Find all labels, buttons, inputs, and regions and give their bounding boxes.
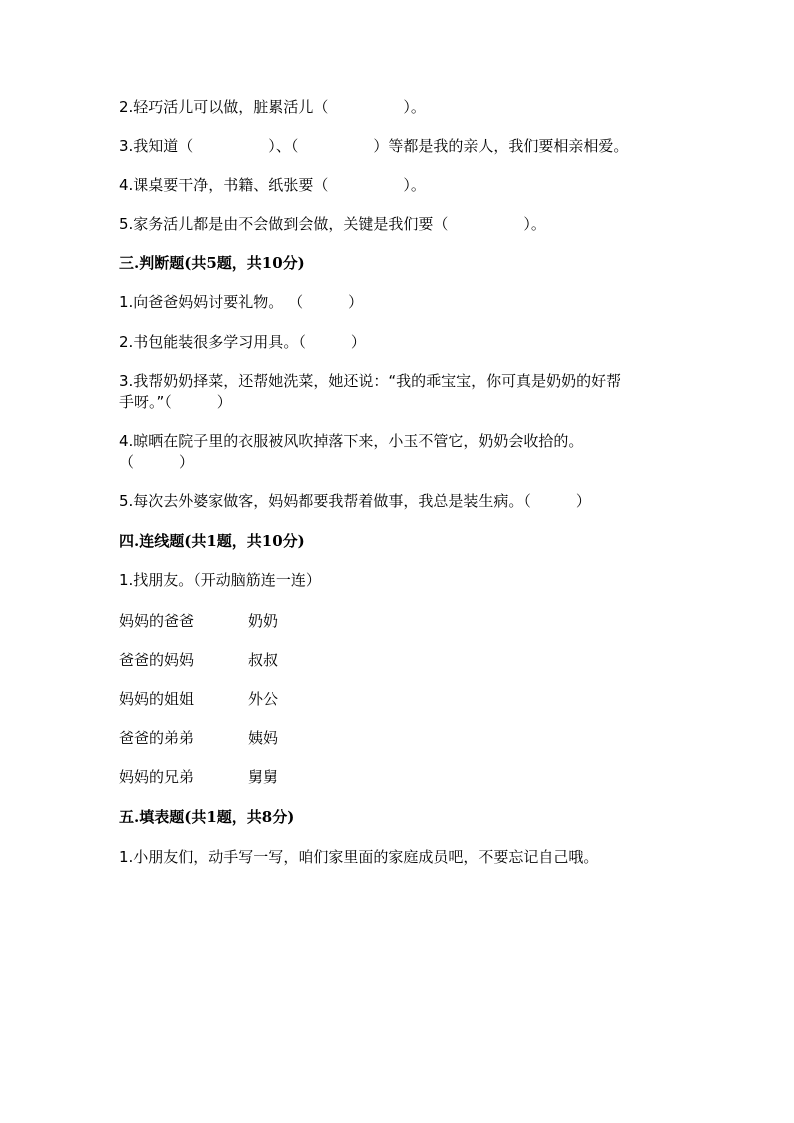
match-left-item[interactable]: 妈妈的兄弟 bbox=[119, 768, 195, 786]
fill-question-5: 5.家务活儿都是由不会做到会做，关键是我们要（ ）。 bbox=[119, 215, 546, 233]
match-section-heading: 四.连线题(共1题，共10分) bbox=[119, 532, 305, 550]
judge-question-4-line-2: （ ） bbox=[119, 453, 195, 471]
match-right-item[interactable]: 姨妈 bbox=[248, 729, 279, 747]
table-question-1: 1.小朋友们，动手写一写，咱们家里面的家庭成员吧，不要忘记自己哦。 bbox=[119, 848, 599, 866]
match-right-item[interactable]: 外公 bbox=[248, 690, 279, 708]
judge-question-5: 5.每次去外婆家做客，妈妈都要我帮着做事，我总是装生病。（ ） bbox=[119, 492, 591, 510]
fill-question-2: 2.轻巧活儿可以做，脏累活儿（ ）。 bbox=[119, 98, 426, 116]
judge-question-3-line-2: 手呀。”（ ） bbox=[119, 393, 232, 411]
match-left-item[interactable]: 妈妈的姐姐 bbox=[119, 690, 195, 708]
fill-question-3: 3.我知道（ ）、（ ）等都是我的亲人，我们要相亲相爱。 bbox=[119, 137, 629, 155]
judge-section-heading: 三.判断题(共5题，共10分) bbox=[119, 254, 305, 272]
match-right-item[interactable]: 叔叔 bbox=[248, 651, 279, 669]
match-left-item[interactable]: 妈妈的爸爸 bbox=[119, 612, 195, 630]
judge-question-2: 2.书包能装很多学习用具。（ ） bbox=[119, 333, 366, 351]
match-right-item[interactable]: 舅舅 bbox=[248, 768, 279, 786]
table-section-heading: 五.填表题(共1题，共8分) bbox=[119, 808, 295, 826]
match-question-1: 1.找朋友。（开动脑筋连一连） bbox=[119, 571, 321, 589]
judge-question-4-line-1: 4.晾晒在院子里的衣服被风吹掉落下来，小玉不管它，奶奶会收拾的。 bbox=[119, 432, 584, 450]
fill-question-4: 4.课桌要干净，书籍、纸张要（ ）。 bbox=[119, 176, 426, 194]
judge-question-1: 1.向爸爸妈妈讨要礼物。 （ ） bbox=[119, 293, 364, 311]
match-left-item[interactable]: 爸爸的妈妈 bbox=[119, 651, 195, 669]
match-right-item[interactable]: 奶奶 bbox=[248, 612, 279, 630]
match-left-item[interactable]: 爸爸的弟弟 bbox=[119, 729, 195, 747]
judge-question-3-line-1: 3.我帮奶奶择菜，还帮她洗菜，她还说：“我的乖宝宝，你可真是奶奶的好帮 bbox=[119, 372, 622, 390]
